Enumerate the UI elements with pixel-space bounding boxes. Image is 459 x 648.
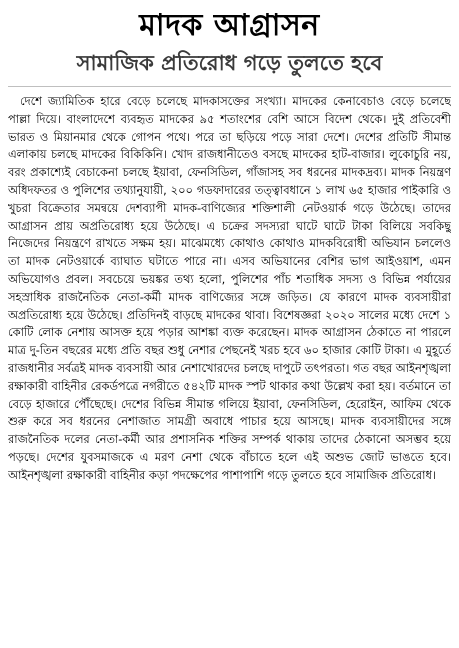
- article-body: দেশে জ্যামিতিক হারে বেড়ে চলেছে মাদকাসক্তের সংখ্যা। মাদকের কেনাবেচাও বেড়ে চলেছে পাল্লা দিয়ে। বাংলাদেশে ব্যবহৃত মাদকের ৯৫ শতাংশের বেশি আসে বিদেশ থেকে। দুই প্রতিবেশী ভারত ও মিয়ানমার থেকে গোপন পথে। পরে তা ছড়িয়ে পড়ে সারা দেশে। দেশের প্রতিটি সীমান্ত এলাকায় চলছে মাদকের বিকিকিনি। খোদ রাজধানীতেও বসছে মাদকের হাট-বাজার। লুকোচুরি নয়, বরং প্রকাশ্যেই বেচাকেনা চলছে ইয়াবা, ফেনসিডিল, গাঁজাসহ সব ধরনের মাদকদ্রব্য। মাদক নিয়ন্ত্রণ অধিদফতর ও পুলিশের তথ্যানুযায়ী, ২০০ গডফাদারের তত্ত্বাবধানে ১ লাখ ৬৫ হাজার পাইকারি ও খুচরা বিক্রেতার সমন্বয়ে দেশব্যাপী মাদক-বাণিজ্যের শক্তিশালী নেটওয়ার্ক গড়ে উঠেছে। তাদের আগ্রাসন প্রায় অপ্রতিরোধ্য হয়ে উঠেছে। এ চক্রের সদস্যরা ঘাটে ঘাটে টাকা বিলিয়ে সবকিছু নিজেদের নিয়ন্ত্রণে রাখতে সক্ষম হয়। মাঝেমধ্যে কোথাও কোথাও মাদকবিরোধী অভিযান চললেও তা মাদক নেটওয়ার্কে ব্যাঘাত ঘটাতে পারে না। এসব অভিযানের বেশির ভাগ আইওয়াশ, এমন অভিযোগও প্রবল। সবচেয়ে ভয়ঙ্কর তথ্য হলো, পুলিশের পাঁচ শতাধিক সদস্য ও বিভিন্ন পর্যায়ের সহস্রাধিক রাজনৈতিক নেতা-কর্মী মাদক বাণিজ্যের সঙ্গে জড়িত। যে কারণে মাদক ব্যবসায়ীরা অপ্রতিরোধ্য হয়ে উঠেছে। প্রতিদিনই বাড়ছে মাদকের থাবা। বিশেষজ্ঞরা ২০২০ সালের মধ্যে দেশে ১ কোটি লোক নেশায় আসক্ত হয়ে পড়ার আশঙ্কা ব্যক্ত করেছেন। মাদক আগ্রাসন ঠেকাতে না পারলে মাত্র দু-তিন বছরের মধ্যে প্রতি বছর শুধু নেশার পেছনেই খরচ হবে ৬০ হাজার কোটি টাকা। এ মুহূর্তে রাজধানীর সর্বত্রই মাদক ব্যবসায়ী আর নেশাখোরদের চলছে দাপুটে তৎপরতা। গত বছর আইনশৃঙ্খলা রক্ষাকারী বাহিনীর রেকর্ডপত্রে নগরীতে ৫৪২টি মাদক স্পট থাকার কথা উল্লেখ করা হয়। বর্তমানে তা বেড়ে হাজারে পৌঁছেছে। দেশের বিভিন্ন সীমান্ত গলিয়ে ইয়াবা, ফেনসিডিল, হেরোইন, আফিম থেকে শুরু করে সব ধরনের নেশাজাত সামগ্রী অবাধে পাচার হয়ে আসছে। মাদক ব্যবসায়ীদের সঙ্গে রাজনৈতিক দলের নেতা-কর্মী আর প্রশাসনিক শক্তির সম্পর্ক থাকায় তাদের ঠেকানো অসম্ভব হয়ে পড়ছে। দেশের যুবসমাজকে এ মরণ নেশা থেকে বাঁচাতে হলে এই অশুভ জোট ভাঙতে হবে। আইনশৃঙ্খলা রক্ষাকারী বাহিনীর কড়া পদক্ষেপের পাশাপাশি গড়ে তুলতে হবে সামাজিক প্রতিরোধ।: [8, 94, 451, 482]
- headline-divider: [8, 86, 451, 87]
- article-headline: মাদক আগ্রাসন: [139, 8, 320, 43]
- article-subheadline: সামাজিক প্রতিরোধ গড়ে তুলতে হবে: [76, 51, 383, 75]
